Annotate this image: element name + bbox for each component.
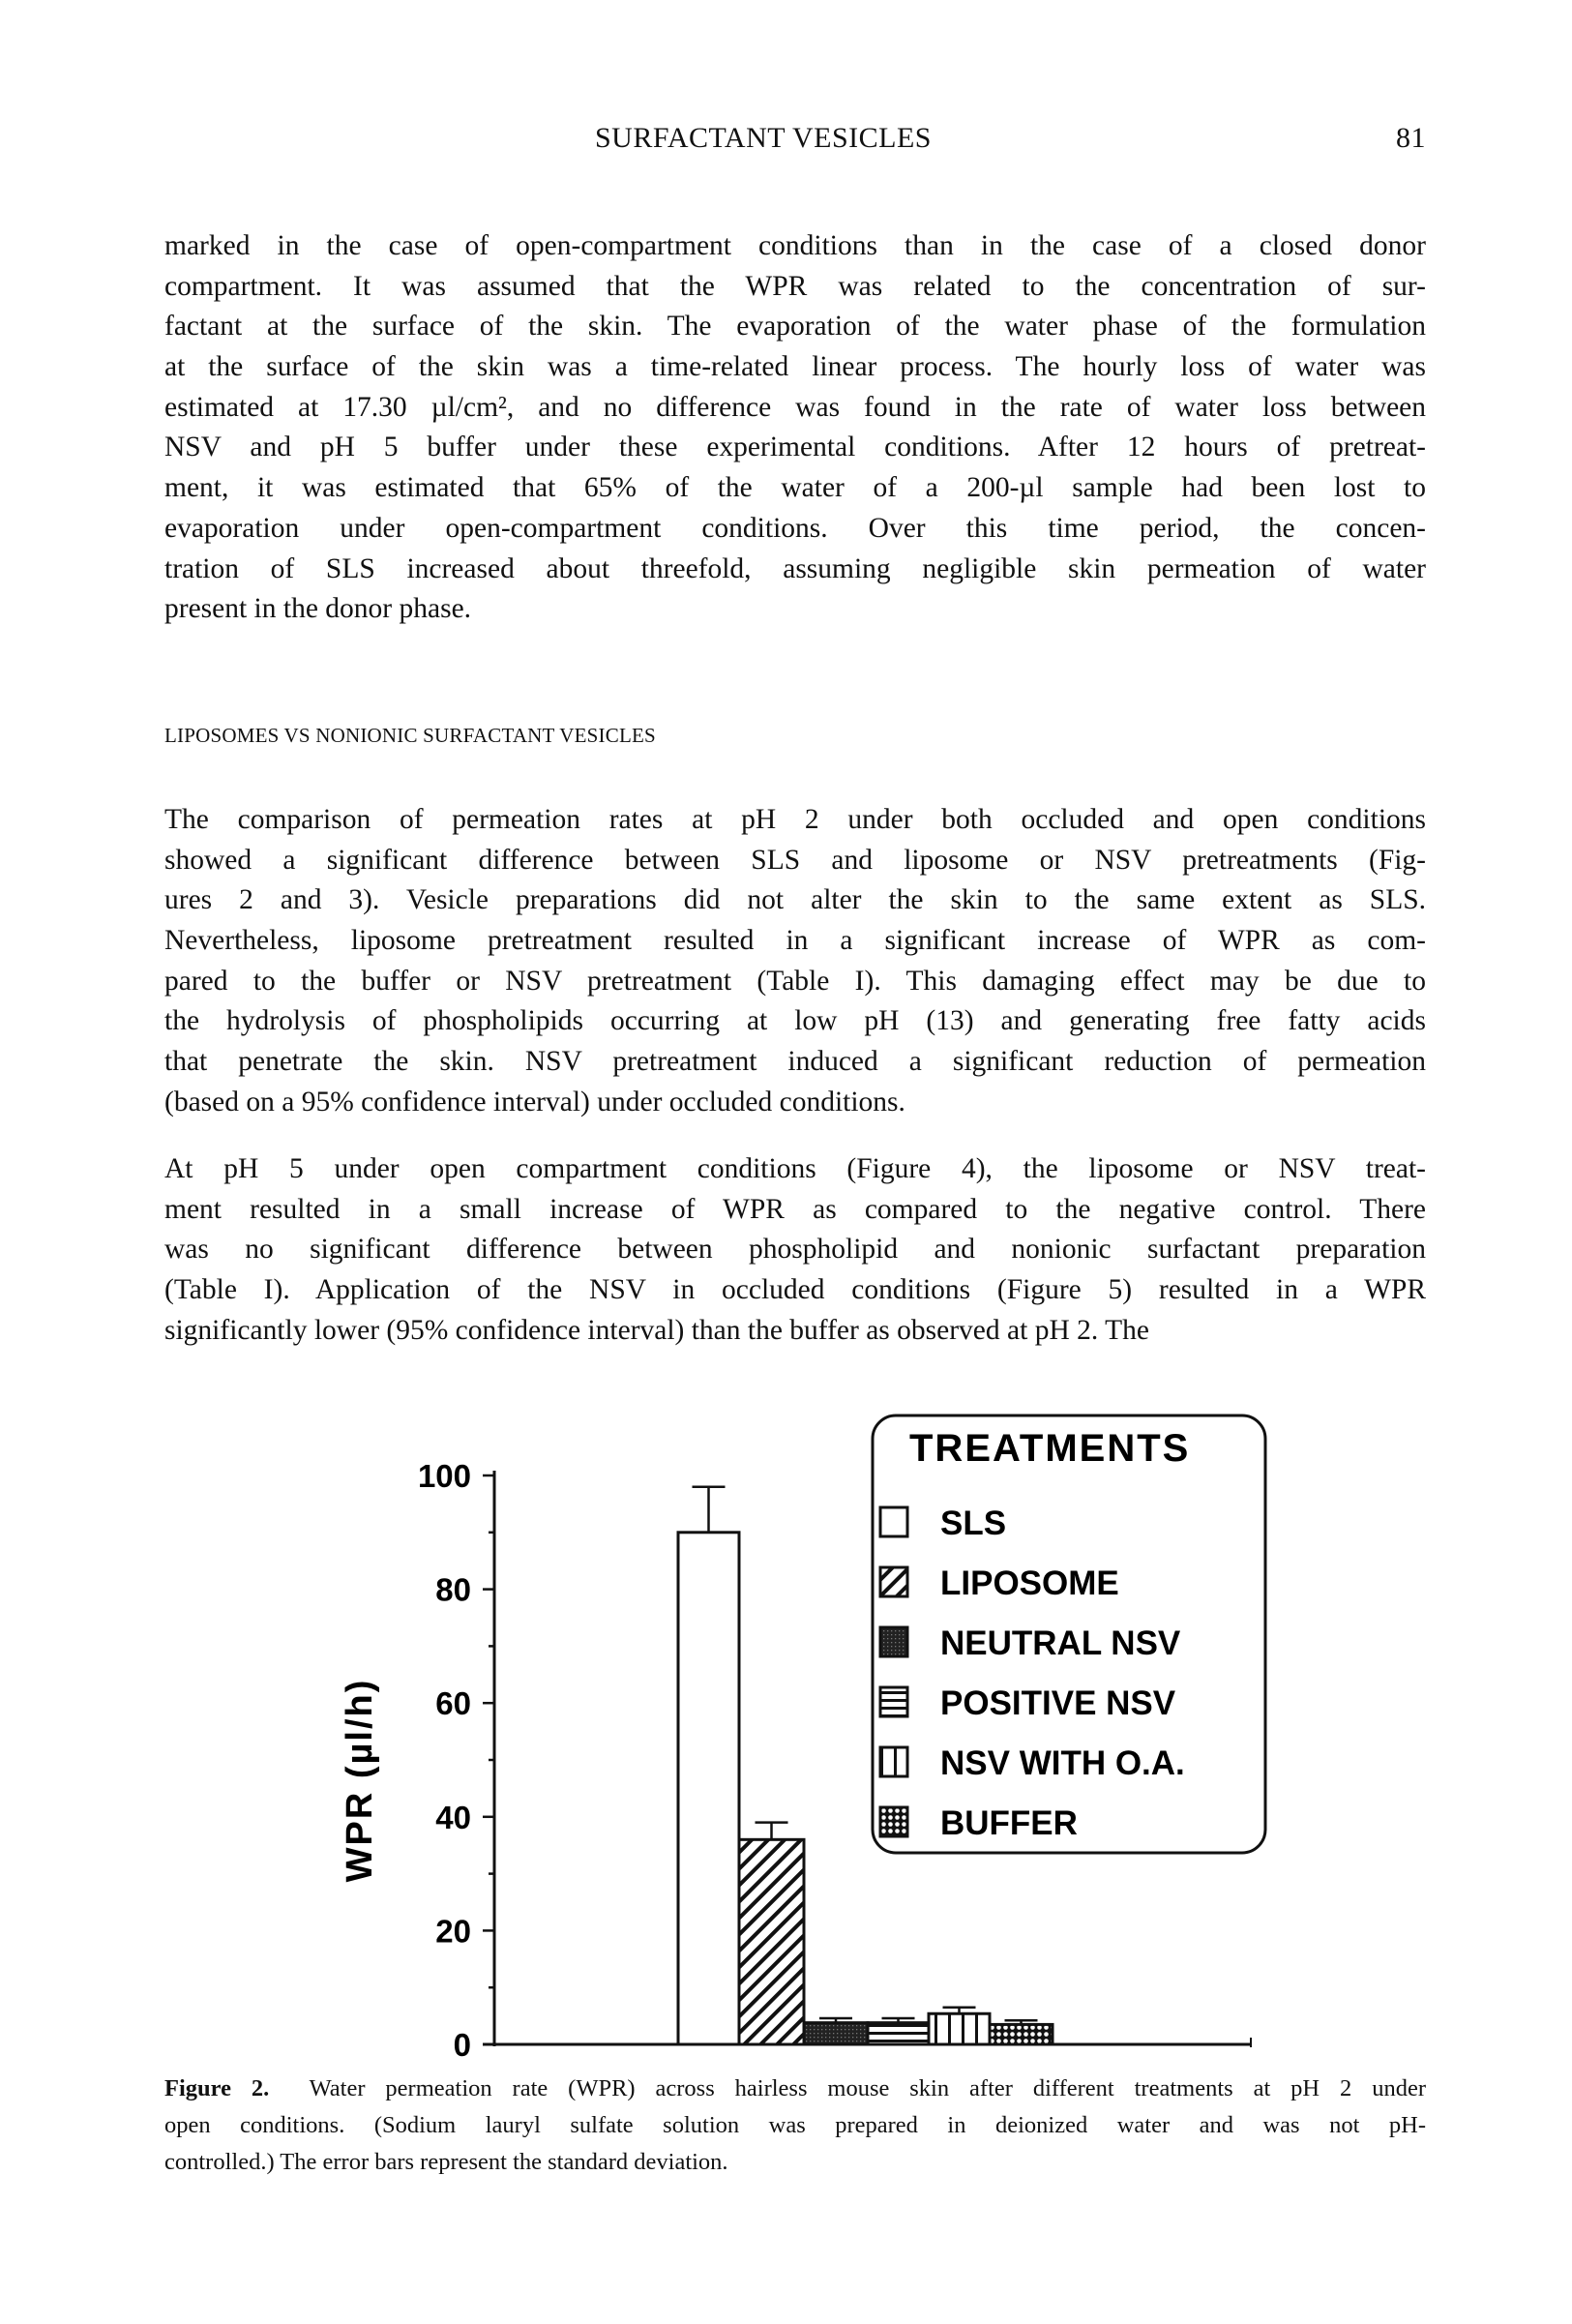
text-line: tration of SLS increased about threefold, assuming negligible skin permeation of water xyxy=(164,552,1426,584)
text-line: At pH 5 under open compartment conditions (Figure 4), the liposome or NSV treat- xyxy=(164,1153,1426,1184)
legend-swatch xyxy=(880,1687,907,1716)
paragraph-1 xyxy=(164,226,1426,630)
text-line: ures 2 and 3). Vesicle preparations did not alter the skin to the same extent as SLS. xyxy=(164,884,1426,916)
legend-swatch xyxy=(880,1567,907,1596)
text-line: present in the donor phase. xyxy=(164,593,472,625)
legend-swatch xyxy=(880,1747,907,1776)
bar-positive-nsv xyxy=(868,2023,929,2044)
text-line: ment, it was estimated that 65% of the water of a 200-µl sample had been lost to xyxy=(164,472,1426,504)
y-tick-label: 40 xyxy=(435,1799,471,1835)
text-line: was no significant difference between phospholipid and nonionic surfactant preparation xyxy=(164,1234,1426,1266)
y-axis-label: WPR (µl/h) xyxy=(340,1678,380,1883)
y-tick-label: 0 xyxy=(453,2027,471,2063)
caption-line-3: controlled.) The error bars represent the standard deviation. xyxy=(164,2149,728,2175)
bar-sls xyxy=(678,1533,739,2044)
text-line: showed a significant difference between SLS and liposome or NSV pretreatments (Fig- xyxy=(164,844,1426,876)
text-line: estimated at 17.30 µl/cm², and no difference was found in the rate of water loss between xyxy=(164,391,1426,423)
caption-text-1: Water permeation rate (WPR) across hairless mouse skin after different treatments at pH 2 under xyxy=(309,2075,1426,2101)
y-tick-label: 20 xyxy=(435,1913,471,1950)
caption-line-1 xyxy=(164,2071,1426,2107)
legend-title: TREATMENTS xyxy=(909,1427,1191,1470)
figure-2-bar-chart xyxy=(0,1374,1572,2071)
text-line: that penetrate the skin. NSV pretreatment induced a significant reduction of permeation xyxy=(164,1046,1426,1078)
page-number: 81 xyxy=(1396,122,1426,154)
bar-nsv-with-o-a- xyxy=(929,2013,990,2044)
text-line: The comparison of permeation rates at pH 2 under both occluded and open conditions xyxy=(164,804,1426,835)
legend-label: NEUTRAL NSV xyxy=(940,1624,1181,1662)
legend-swatch xyxy=(880,1627,907,1656)
text-line: compartment. It was assumed that the WPR was related to the concentration of sur- xyxy=(164,270,1426,302)
text-line: Nevertheless, liposome pretreatment resulted in a significant increase of WPR as com- xyxy=(164,925,1426,957)
paragraph-2 xyxy=(164,800,1426,1123)
bar-buffer xyxy=(990,2024,1053,2044)
text-line: ment resulted in a small increase of WPR as compared to the negative control. There xyxy=(164,1193,1426,1225)
text-line: (based on a 95% confidence interval) under occluded conditions. xyxy=(164,1086,905,1117)
text-line: evaporation under open-compartment conditions. Over this time period, the concen- xyxy=(164,512,1426,544)
text-line: at the surface of the skin was a time-related linear process. The hourly loss of water was xyxy=(164,351,1426,383)
caption-label: Figure 2. xyxy=(164,2075,270,2101)
legend-label: NSV WITH O.A. xyxy=(940,1744,1185,1782)
bar-neutral-nsv xyxy=(804,2023,868,2044)
legend-label: SLS xyxy=(940,1505,1007,1542)
text-line: factant at the surface of the skin. The evaporation of the water phase of the formulation xyxy=(164,311,1426,343)
legend-label: LIPOSOME xyxy=(940,1564,1119,1602)
bar-liposome xyxy=(739,1839,804,2044)
paragraph-3 xyxy=(164,1149,1426,1351)
text-line: significantly lower (95% confidence interval) than the buffer as observed at pH 2. The xyxy=(164,1314,1149,1346)
text-line: pared to the buffer or NSV pretreatment (Table I). This damaging effect may be due to xyxy=(164,965,1426,997)
y-tick-label: 100 xyxy=(417,1458,471,1494)
y-tick-label: 80 xyxy=(435,1571,471,1608)
text-line: (Table I). Application of the NSV in occluded conditions (Figure 5) resulted in a WPR xyxy=(164,1274,1426,1306)
legend xyxy=(873,1415,1265,1853)
section-heading: LIPOSOMES VS NONIONIC SURFACTANT VESICLES xyxy=(164,724,656,747)
text-line: marked in the case of open-compartment conditions than in the case of a closed donor xyxy=(164,230,1426,261)
legend-swatch xyxy=(880,1807,907,1836)
figure-caption xyxy=(164,2071,1426,2181)
legend-label: POSITIVE NSV xyxy=(940,1684,1176,1722)
y-tick-label: 60 xyxy=(435,1685,471,1722)
text-line: NSV and pH 5 buffer under these experimental conditions. After 12 hours of pretreat- xyxy=(164,432,1426,463)
legend-label: BUFFER xyxy=(940,1804,1078,1842)
text-line: the hydrolysis of phospholipids occurring at low pH (13) and generating free fatty acids xyxy=(164,1005,1426,1037)
caption-line-2: open conditions. (Sodium lauryl sulfate solution was prepared in deionized water and was not pH- xyxy=(164,2112,1426,2138)
legend-swatch xyxy=(880,1507,907,1536)
running-head-title: SURFACTANT VESICLES xyxy=(595,122,932,154)
